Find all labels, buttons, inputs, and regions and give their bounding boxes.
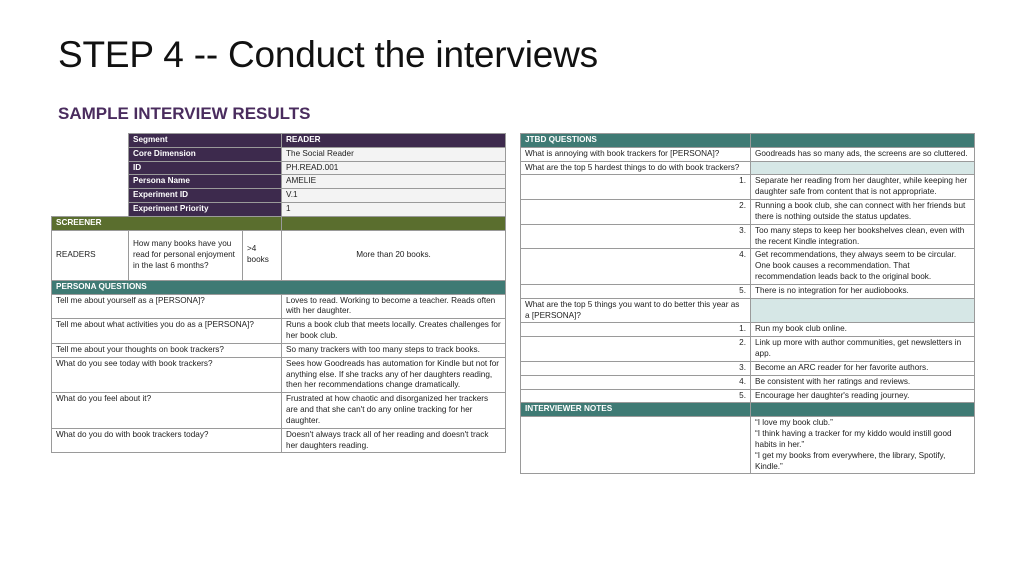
item-number: 5. — [521, 389, 751, 403]
item-text: Link up more with author communities, get newsletters in app. — [751, 337, 975, 362]
jtbd-hardest-row — [521, 161, 975, 175]
profile-label: Persona Name — [129, 175, 282, 189]
persona-question: Tell me about yourself as a [PERSONA]? — [52, 294, 282, 319]
list-item — [521, 200, 975, 225]
note-quote: “I think having a tracker for my kiddo would instill good habits in her.” — [755, 429, 952, 449]
persona-row — [52, 393, 506, 428]
persona-questions-header: PERSONA QUESTIONS — [52, 280, 506, 294]
persona-question: Tell me about your thoughts on book trackers? — [52, 343, 282, 357]
profile-value: 1 — [282, 203, 506, 217]
persona-answer: Runs a book club that meets locally. Creates challenges for her book club. — [282, 319, 506, 344]
profile-row — [52, 175, 506, 189]
persona-question: What do you see today with book trackers? — [52, 357, 282, 392]
jtbd-annoying-row — [521, 147, 975, 161]
item-text: Running a book club, she can connect with her friends but there is nothing outside the status updates. — [751, 200, 975, 225]
persona-row — [52, 294, 506, 319]
list-item — [521, 337, 975, 362]
persona-question: Tell me about what activities you do as a [PERSONA]? — [52, 319, 282, 344]
item-number: 2. — [521, 337, 751, 362]
persona-question: What do you do with book trackers today? — [52, 428, 282, 453]
notes-quotes — [751, 417, 975, 474]
item-text: Separate her reading from her daughter, while keeping her daughter safe from content that is not appropriate. — [751, 175, 975, 200]
persona-answer: Loves to read. Working to become a teacher. Reads often with her daughter. — [282, 294, 506, 319]
item-number: 3. — [521, 361, 751, 375]
jtbd-better-row — [521, 298, 975, 323]
list-item — [521, 323, 975, 337]
persona-answer: Sees how Goodreads has automation for Kindle but not for anything else. If she tracks any of her daughters reading, then her recommendations change dramatically. — [282, 357, 506, 392]
screener-row — [52, 230, 506, 280]
item-number: 4. — [521, 375, 751, 389]
screener-criteria: >4 books — [243, 230, 282, 280]
jtbd-question: What are the top 5 things you want to do better this year as a [PERSONA]? — [521, 298, 751, 323]
profile-label: Experiment ID — [129, 189, 282, 203]
profile-label: ID — [129, 161, 282, 175]
list-item — [521, 389, 975, 403]
list-item — [521, 224, 975, 249]
screener-header: SCREENER — [52, 216, 282, 230]
screener-question: How many books have you read for personal enjoyment in the last 6 months? — [129, 230, 243, 280]
profile-value: V.1 — [282, 189, 506, 203]
persona-row — [52, 343, 506, 357]
profile-row — [52, 161, 506, 175]
item-number: 1. — [521, 175, 751, 200]
screener-answer: More than 20 books. — [282, 230, 506, 280]
item-text: Run my book club online. — [751, 323, 975, 337]
persona-row — [52, 319, 506, 344]
item-text: Be consistent with her ratings and reviews. — [751, 375, 975, 389]
note-quote: “I love my book club.” — [755, 418, 833, 428]
page-title: STEP 4 -- Conduct the interviews — [58, 34, 598, 75]
item-number: 3. — [521, 224, 751, 249]
interviewer-notes-header: INTERVIEWER NOTES — [521, 403, 751, 417]
persona-row — [52, 357, 506, 392]
note-quote: “I get my books from everywhere, the library, Spotify, Kindle.” — [755, 450, 946, 471]
profile-value: PH.READ.001 — [282, 161, 506, 175]
item-number: 5. — [521, 284, 751, 298]
profile-row — [52, 189, 506, 203]
item-number: 4. — [521, 249, 751, 284]
profile-label: Experiment Priority — [129, 203, 282, 217]
jtbd-header: JTBD QUESTIONS — [521, 134, 751, 148]
item-text: Too many steps to keep her bookshelves clean, even with the recent Kindle integration. — [751, 224, 975, 249]
list-item — [521, 175, 975, 200]
persona-answer: So many trackers with too many steps to track books. — [282, 343, 506, 357]
item-number: 2. — [521, 200, 751, 225]
profile-label: Segment — [129, 134, 282, 148]
jtbd-answer: Goodreads has so many ads, the screens are so cluttered. — [751, 147, 975, 161]
item-text: Encourage her daughter's reading journey. — [751, 389, 975, 403]
section-subtitle: SAMPLE INTERVIEW RESULTS — [58, 104, 311, 123]
persona-answer: Doesn't always track all of her reading and doesn't track her daughters reading. — [282, 428, 506, 453]
persona-answer: Frustrated at how chaotic and disorganized her trackers are and that she can't do any online tracking for her daughter. — [282, 393, 506, 428]
list-item — [521, 375, 975, 389]
profile-row — [52, 134, 506, 148]
list-item — [521, 284, 975, 298]
list-item — [521, 361, 975, 375]
jtbd-question: What are the top 5 hardest things to do with book trackers? — [521, 161, 751, 175]
profile-row — [52, 203, 506, 217]
item-text: There is no integration for her audiobooks. — [751, 284, 975, 298]
profile-row — [52, 147, 506, 161]
notes-row — [521, 417, 975, 474]
jtbd-table — [520, 133, 975, 474]
screener-segment: READERS — [52, 230, 129, 280]
profile-label: Core Dimension — [129, 147, 282, 161]
interview-results-table — [51, 133, 506, 453]
item-text: Become an ARC reader for her favorite authors. — [751, 361, 975, 375]
jtbd-question: What is annoying with book trackers for [PERSONA]? — [521, 147, 751, 161]
persona-question: What do you feel about it? — [52, 393, 282, 428]
profile-value: The Social Reader — [282, 147, 506, 161]
profile-value: AMELIE — [282, 175, 506, 189]
persona-row — [52, 428, 506, 453]
item-number: 1. — [521, 323, 751, 337]
profile-value: READER — [282, 134, 506, 148]
list-item — [521, 249, 975, 284]
item-text: Get recommendations, they always seem to be circular. One book causes a recommendation. That recommendation leads back to the original book. — [751, 249, 975, 284]
